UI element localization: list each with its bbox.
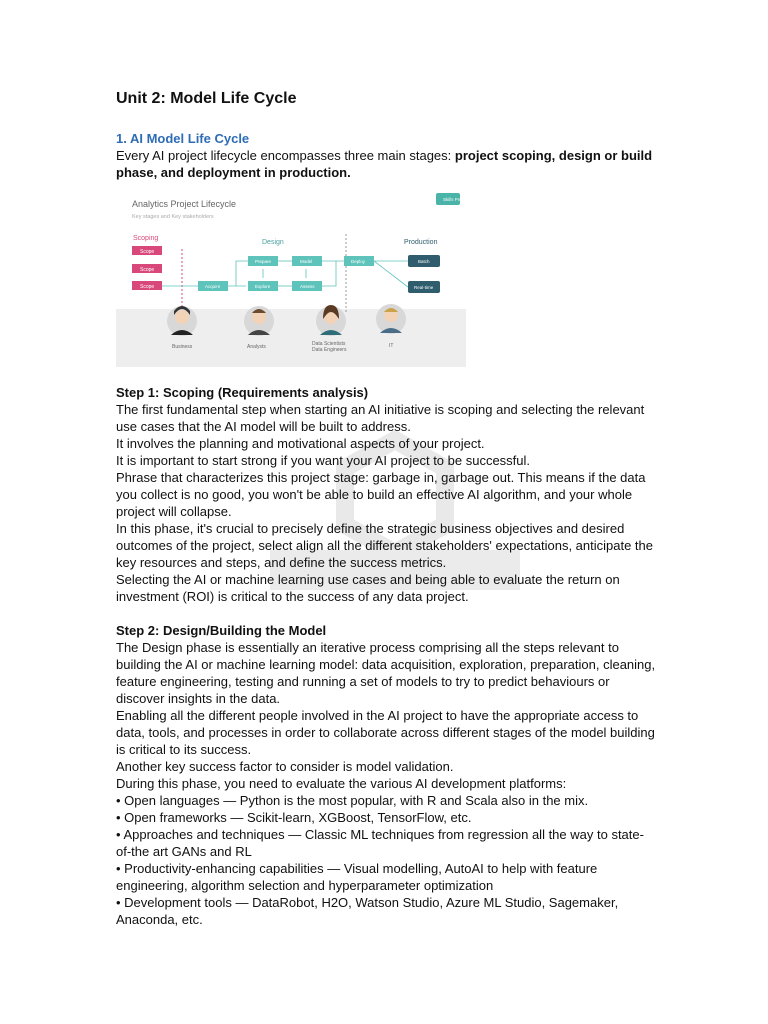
step2-heading: Step 2: Design/Building the Model — [116, 623, 327, 638]
node-acquire — [198, 281, 228, 291]
scope-box — [132, 281, 162, 290]
step1-paragraph: In this phase, it's crucial to precisely define the strategic business objectives and desired outcomes of the project, select align all the different stakeholders' expectations, anticipate the key resources and steps, and define the success metrics. — [116, 521, 654, 570]
step1-paragraph: It involves the planning and motivational aspects of your project. — [116, 436, 485, 451]
person-label: Data Scientists — [312, 341, 346, 347]
node-prepare — [248, 256, 278, 266]
scope-box — [132, 264, 162, 273]
step1-paragraph: Phrase that characterizes this project stage: garbage in, garbage out. This means if the data you collect is no good, you won't be able to build an effective AI algorithm, and your whole project will collapse. — [116, 470, 646, 519]
step1-paragraph: The first fundamental step when starting an AI initiative is scoping and selecting the relevant use cases that the AI model will be built to address. — [116, 402, 645, 434]
lifecycle-figure — [116, 189, 466, 367]
step1-paragraph: Selecting the AI or machine learning use cases and being able to evaluate the return on investment (ROI) is critical to the success of any data project. — [116, 572, 620, 604]
node-batch — [408, 255, 440, 267]
svg-text:Acquire: Acquire — [205, 284, 221, 289]
node-assess — [292, 281, 322, 291]
stage-design: Design — [262, 239, 284, 246]
figure-subtitle: Key stages and Key stakeholders — [132, 214, 214, 220]
bullet-item: • Open languages — Python is the most popular, with R and Scala also in the mix. — [116, 792, 656, 809]
scope-box — [132, 246, 162, 255]
step2-paragraph: The Design phase is essentially an iterative process comprising all the steps relevant to building the AI or machine learning model: data acquisition, exploration, preparation, cleaning, feature engineering, testing and running a set of models to try to predict behaviours or discover insights in the data. — [116, 640, 656, 706]
svg-text:Deploy: Deploy — [351, 259, 366, 264]
person-label: Analysts — [247, 344, 266, 350]
svg-text:Real-time: Real-time — [414, 285, 434, 290]
bullet-item: • Open frameworks — Scikit-learn, XGBoost, TensorFlow, etc. — [116, 809, 656, 826]
step1-paragraph: It is important to start strong if you want your AI project to be successful. — [116, 453, 531, 468]
node-explore — [248, 281, 278, 291]
person-it-avatar — [376, 304, 406, 334]
person-label: Data Engineers — [312, 347, 347, 353]
svg-text:Scope: Scope — [140, 249, 155, 255]
person-label: Business — [172, 344, 193, 350]
figure-badge: Skills Pro — [443, 197, 462, 202]
step2-paragraph: Another key success factor to consider is model validation. — [116, 759, 454, 774]
document-page — [116, 88, 656, 928]
bullet-item: • Approaches and techniques — Classic ML techniques from regression all the way to state-of-the art GANs and RL — [116, 826, 656, 860]
bullet-item: • Development tools — DataRobot, H2O, Watson Studio, Azure ML Studio, Sagemaker, Anaconda, etc. — [116, 894, 656, 928]
figure-title: Analytics Project Lifecycle — [132, 199, 237, 209]
step1-heading: Step 1: Scoping (Requirements analysis) — [116, 385, 369, 400]
bullet-item: • Productivity-enhancing capabilities — Visual modelling, AutoAI to help with feature engineering, algorithm selection and hyperparameter optimization — [116, 860, 656, 894]
svg-text:Scope: Scope — [140, 284, 155, 290]
svg-text:Scope: Scope — [140, 267, 155, 273]
intro-paragraph: Every AI project lifecycle encompasses three main stages: project scoping, design or build phase, and deployment in production. — [116, 148, 653, 180]
svg-text:Explore: Explore — [255, 284, 271, 289]
step2-paragraph: During this phase, you need to evaluate the various AI development platforms: — [116, 776, 567, 791]
node-realtime — [408, 281, 440, 293]
section-heading: 1. AI Model Life Cycle — [116, 131, 250, 146]
node-deploy — [344, 256, 374, 266]
svg-text:Prepare: Prepare — [255, 259, 272, 264]
person-analyst-avatar — [244, 306, 274, 336]
svg-text:Assess: Assess — [300, 284, 315, 289]
person-business-avatar — [167, 306, 197, 336]
step2-paragraph: Enabling all the different people involved in the AI project to have the appropriate access to data, tools, and processes in order to collaborate across different stages of the model building is critical to its success. — [116, 708, 655, 757]
person-label: IT — [389, 343, 394, 349]
node-model — [292, 256, 322, 266]
stage-production: Production — [404, 239, 438, 246]
stage-scoping: Scoping — [133, 235, 159, 242]
page-title: Unit 2: Model Life Cycle — [116, 90, 297, 107]
svg-text:Batch: Batch — [418, 259, 430, 264]
svg-text:Model: Model — [300, 259, 313, 264]
